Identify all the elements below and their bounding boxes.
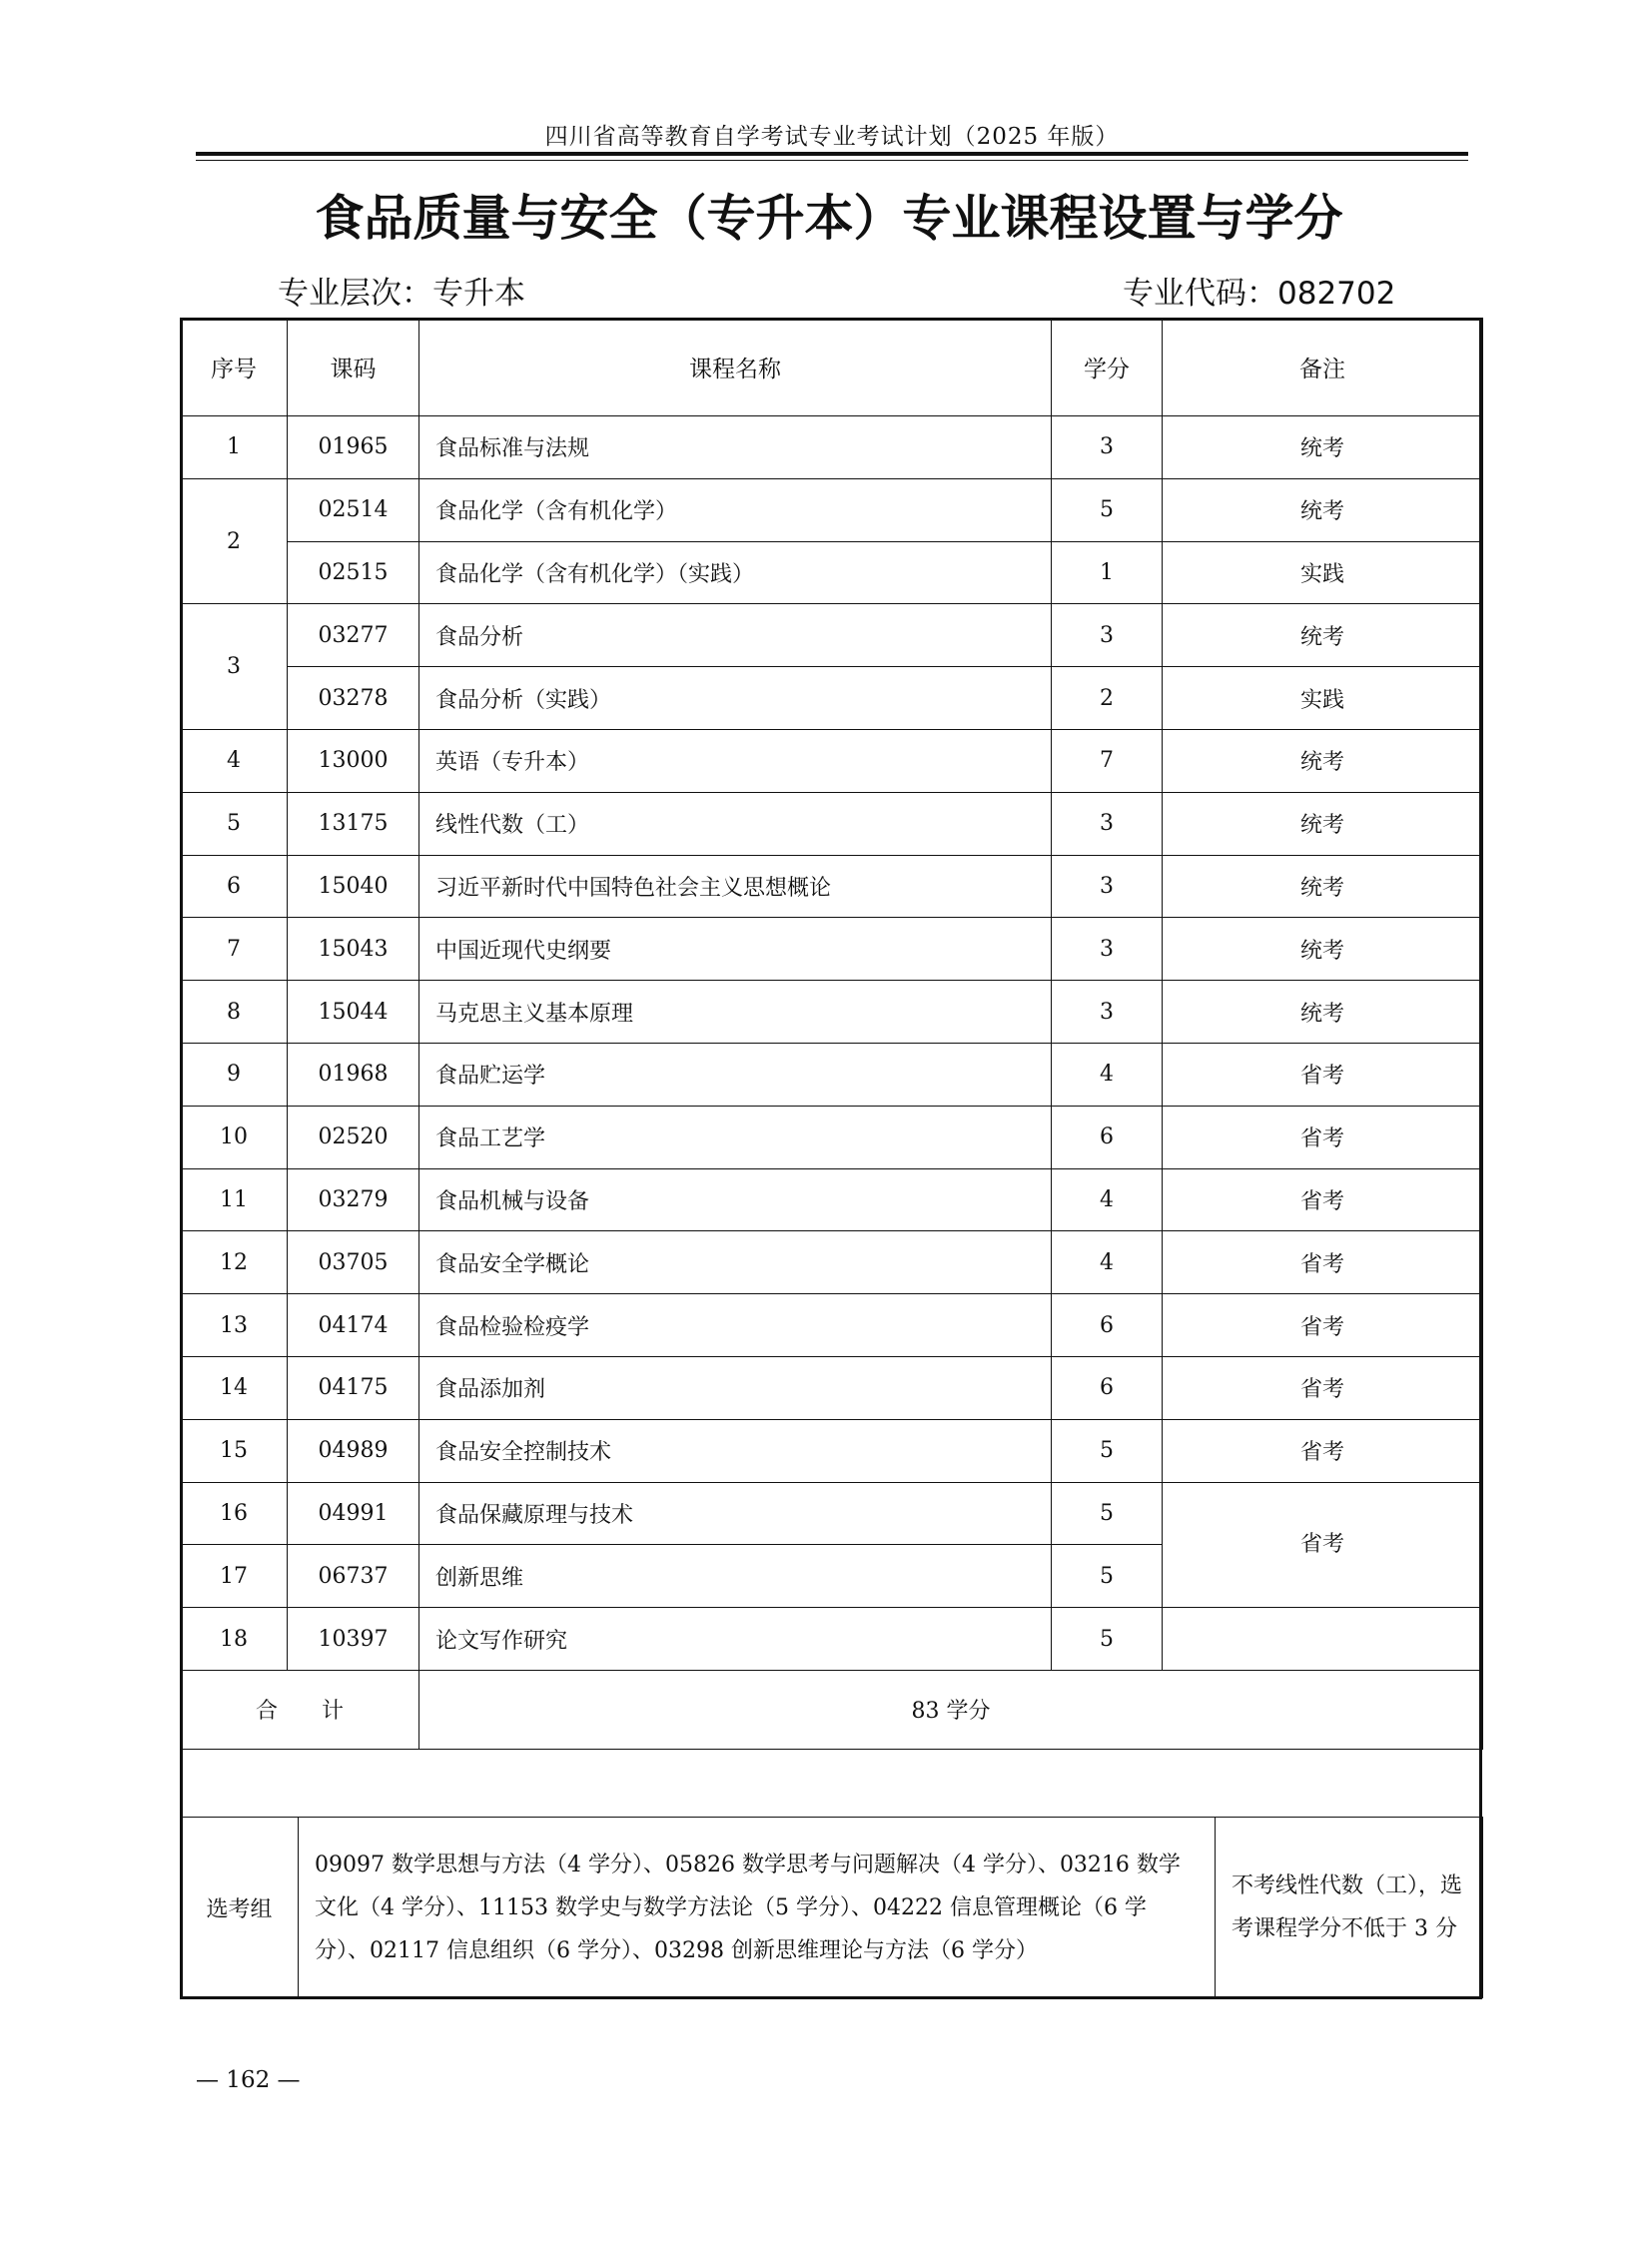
row-code: 03279: [288, 1168, 419, 1231]
elective-label: 选考组: [181, 1818, 299, 1998]
row-seq: 16: [181, 1482, 288, 1545]
row-note: 省考: [1163, 1294, 1483, 1357]
row-note: 统考: [1163, 792, 1483, 855]
row-code: 04175: [288, 1356, 419, 1419]
row-seq: 10: [181, 1106, 288, 1168]
col-seq-header: 序号: [181, 319, 288, 416]
row-note: 统考: [1163, 729, 1483, 792]
row-seq: 11: [181, 1168, 288, 1231]
row-course-name: 食品添加剂: [419, 1356, 1052, 1419]
row-seq: 5: [181, 792, 288, 855]
row-credit: 3: [1052, 792, 1163, 855]
table-outer-frame: [180, 318, 1482, 1999]
elective-note: 不考线性代数（工），选考课程学分不低于 3 分: [1216, 1818, 1483, 1998]
row-course-name: 食品化学（含有机化学）（实践）: [419, 541, 1052, 604]
row-course-name: 食品安全学概论: [419, 1231, 1052, 1294]
row-credit: 6: [1052, 1356, 1163, 1419]
elective-courses: 09097 数学思想与方法（4 学分）、05826 数学思考与问题解决（4 学分）、03216 数学文化（4 学分）、11153 数学史与数学方法论（5 学分）、04222 信息管理概论（6 学分）、02117 信息组织（6 学分）、03298 创新思维理论与方法（6 学分）: [299, 1818, 1216, 1998]
row-note: 统考: [1163, 604, 1483, 667]
total-label: 合 计: [181, 1670, 419, 1749]
row-credit: 4: [1052, 1168, 1163, 1231]
row-code: 02514: [288, 478, 419, 541]
row-code: 04989: [288, 1419, 419, 1482]
row-course-name: 食品检验检疫学: [419, 1294, 1052, 1357]
row-note: 省考: [1163, 1043, 1483, 1106]
row-seq: 14: [181, 1356, 288, 1419]
row-credit: 5: [1052, 1482, 1163, 1545]
row-note: 统考: [1163, 416, 1483, 479]
row-note: 统考: [1163, 855, 1483, 918]
row-credit: 3: [1052, 855, 1163, 918]
row-note: 统考: [1163, 981, 1483, 1044]
running-header: 四川省高等教育自学考试专业考试计划（2025 年版）: [544, 124, 1120, 150]
row-course-name: 食品标准与法规: [419, 416, 1052, 479]
header-rule-thin: [196, 160, 1468, 161]
major-code: 专业代码：082702: [1123, 276, 1396, 312]
row-credit: 4: [1052, 1043, 1163, 1106]
row-note: 省考: [1163, 1231, 1483, 1294]
row-seq: 4: [181, 729, 288, 792]
row-credit: 3: [1052, 981, 1163, 1044]
col-note-header: 备注: [1163, 319, 1483, 416]
row-course-name: 中国近现代史纲要: [419, 918, 1052, 981]
row-seq: 12: [181, 1231, 288, 1294]
col-code-header: 课码: [288, 319, 419, 416]
row-seq: 3: [181, 604, 288, 730]
row-note: 省考: [1163, 1419, 1483, 1482]
row-course-name: 食品化学（含有机化学）: [419, 478, 1052, 541]
row-course-name: 英语（专升本）: [419, 729, 1052, 792]
row-course-name: 食品分析（实践）: [419, 667, 1052, 730]
row-code: 02520: [288, 1106, 419, 1168]
row-course-name: 食品工艺学: [419, 1106, 1052, 1168]
row-code: 15044: [288, 981, 419, 1044]
header-rule-thick: [196, 152, 1468, 156]
row-credit: 5: [1052, 1545, 1163, 1608]
row-code: 13175: [288, 792, 419, 855]
row-seq: 9: [181, 1043, 288, 1106]
row-credit: 2: [1052, 667, 1163, 730]
total-value: 83 学分: [419, 1670, 1483, 1749]
row-code: 03277: [288, 604, 419, 667]
row-seq: 7: [181, 918, 288, 981]
row-course-name: 食品贮运学: [419, 1043, 1052, 1106]
row-credit: 6: [1052, 1294, 1163, 1357]
major-level: 专业层次：专升本: [278, 276, 525, 312]
row-code: 15043: [288, 918, 419, 981]
row-course-name: 食品保藏原理与技术: [419, 1482, 1052, 1545]
row-course-name: 论文写作研究: [419, 1608, 1052, 1671]
row-code: 03705: [288, 1231, 419, 1294]
row-seq: 1: [181, 416, 288, 479]
row-credit: 3: [1052, 416, 1163, 479]
row-code: 04174: [288, 1294, 419, 1357]
row-credit: 6: [1052, 1106, 1163, 1168]
row-note: 统考: [1163, 918, 1483, 981]
row-course-name: 食品安全控制技术: [419, 1419, 1052, 1482]
row-credit: 5: [1052, 478, 1163, 541]
row-credit: 1: [1052, 541, 1163, 604]
col-name-header: 课程名称: [419, 319, 1052, 416]
row-code: 04991: [288, 1482, 419, 1545]
row-credit: 7: [1052, 729, 1163, 792]
row-seq: 18: [181, 1608, 288, 1671]
row-course-name: 习近平新时代中国特色社会主义思想概论: [419, 855, 1052, 918]
row-seq: 17: [181, 1545, 288, 1608]
row-note: 省考: [1163, 1356, 1483, 1419]
row-code: 01968: [288, 1043, 419, 1106]
row-seq: 6: [181, 855, 288, 918]
page-number: — 162 —: [196, 2067, 301, 2093]
row-seq: 8: [181, 981, 288, 1044]
row-seq: 13: [181, 1294, 288, 1357]
page-title: 食品质量与安全（专升本）专业课程设置与学分: [315, 190, 1343, 247]
row-seq: 2: [181, 478, 288, 604]
row-course-name: 创新思维: [419, 1545, 1052, 1608]
row-note: 省考: [1163, 1168, 1483, 1231]
row-note: 省考: [1163, 1106, 1483, 1168]
row-code: 01965: [288, 416, 419, 479]
row-code: 13000: [288, 729, 419, 792]
row-credit: 3: [1052, 918, 1163, 981]
row-code: 15040: [288, 855, 419, 918]
row-note: 统考: [1163, 478, 1483, 541]
col-credit-header: 学分: [1052, 319, 1163, 416]
row-course-name: 马克思主义基本原理: [419, 981, 1052, 1044]
row-seq: 15: [181, 1419, 288, 1482]
row-code: 02515: [288, 541, 419, 604]
row-note-merged: 省考: [1163, 1482, 1483, 1608]
row-credit: 5: [1052, 1608, 1163, 1671]
row-credit: 4: [1052, 1231, 1163, 1294]
row-course-name: 食品机械与设备: [419, 1168, 1052, 1231]
row-note: 实践: [1163, 667, 1483, 730]
row-note: 实践: [1163, 541, 1483, 604]
row-code: 10397: [288, 1608, 419, 1671]
row-course-name: 线性代数（工）: [419, 792, 1052, 855]
row-credit: 3: [1052, 604, 1163, 667]
row-course-name: 食品分析: [419, 604, 1052, 667]
row-credit: 5: [1052, 1419, 1163, 1482]
row-code: 03278: [288, 667, 419, 730]
row-code: 06737: [288, 1545, 419, 1608]
